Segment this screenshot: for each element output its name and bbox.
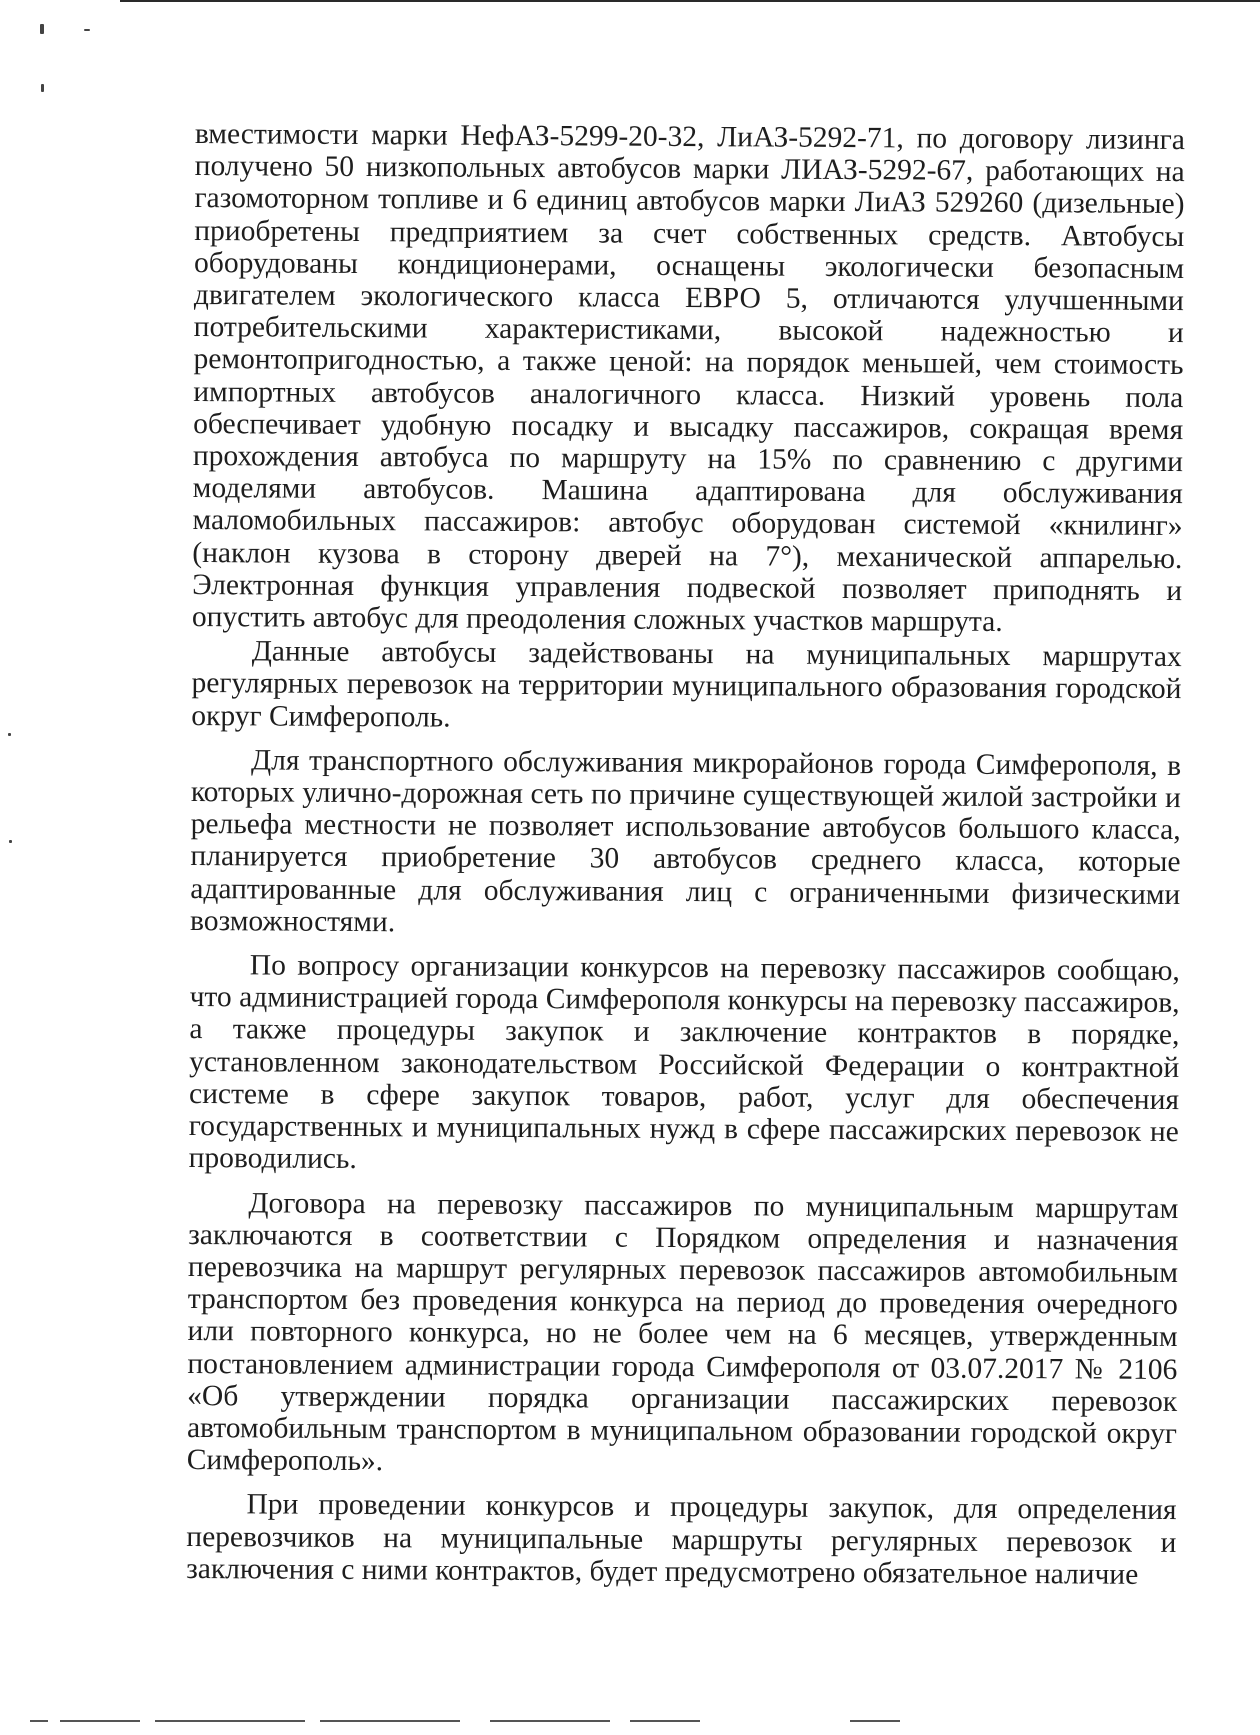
paragraph-carrier-contracts: Договора на перевозку пассажиров по муниципальным маршрутам заключаются в соответствии с Порядком определения и назначения перевозчика на маршрут регулярных перевозок пассажиров автомобильным транспортом без проведения конкурса на период до проведения очередного или повторного конкурса, но не более чем на 6 месяцев, утвержденным постановлением администрации города Симферополя от 03.07.2017 № 2106 «Об утверждении порядка организации пассажирских перевозок автомобильным транспортом в муниципальном образовании городской округ Симферополь».	[186, 1186, 1179, 1478]
scan-mark	[40, 24, 44, 34]
paragraph-bus-specifications: вместимости марки НефАЗ-5299-20-32, ЛиАЗ-5292-71, по договору лизинга получено 50 низкопольных автобусов марки ЛИАЗ-5292-67, работающих на газомоторном топливе и 6 единиц автобусов марки ЛиАЗ 529260 (дизельные) приобретены предприятием за счет собственных средств. Автобусы оборудованы кондиционерами, оснащены экологически безопасным двигателем экологического класса ЕВРО 5, отличаются улучшенными потребительскими характеристиками, высокой надежностью и ремонтопригодностью, а также ценой: на порядок меньшей, чем стоимость импортных автобусов аналогичного класса. Низкий уровень пола обеспечивает удобную посадку и высадку пассажиров, сокращая время прохождения автобуса по маршруту на 15% по сравнению с другими моделями автобусов. Машина адаптирована для обслуживания маломобильных пассажиров: автобус оборудован системой «книлинг» (наклон кузова в сторону дверей на 7°), механической аппарелью. Электронная функция управления подвеской позволяет приподнять и опустить автобус для преодоления сложных участков маршрута.	[191, 118, 1185, 638]
scan-mark	[41, 84, 44, 92]
paragraph-municipal-routes: Данные автобусы задействованы на муниципальных маршрутах регулярных перевозок на территории муниципального образования городской округ Симферополь.	[191, 635, 1182, 734]
paragraph-tender-organization: По вопросу организации конкурсов на перевозку пассажиров сообщаю, что администрацией города Симферополя конкурсы на перевозку пассажиров, а также процедуры закупок и заключение контрактов в порядке, установленном законодательством Российской Федерации о контрактной системе в сфере закупок товаров, работ, услуг для обеспечения государственных и муниципальных нужд в сфере пассажирских перевозок не проводились.	[188, 949, 1180, 1176]
scan-mark	[84, 29, 90, 31]
paragraph-midsize-bus-purchase: Для транспортного обслуживания микрорайонов города Симферополя, в которых улично-дорожная сеть по причине существующей жилой застройки и рельефа местности не позволяет использование автобусов большого класса, планируется приобретение 30 автобусов среднего класса, которые адаптированные для обслуживания лиц с ограниченными физическими возможностями.	[189, 744, 1182, 939]
document-body	[186, 118, 1185, 1591]
scan-mark	[9, 840, 12, 843]
scan-bottom-strip	[30, 1718, 900, 1724]
scan-top-edge	[120, 0, 1260, 2]
scan-mark	[8, 733, 11, 736]
paragraph-future-procurement: При проведении конкурсов и процедуры закупок, для определения перевозчиков на муниципальные маршруты регулярных перевозок и заключения с ними контрактов, будет предусмотрено обязательное наличие	[186, 1488, 1177, 1591]
